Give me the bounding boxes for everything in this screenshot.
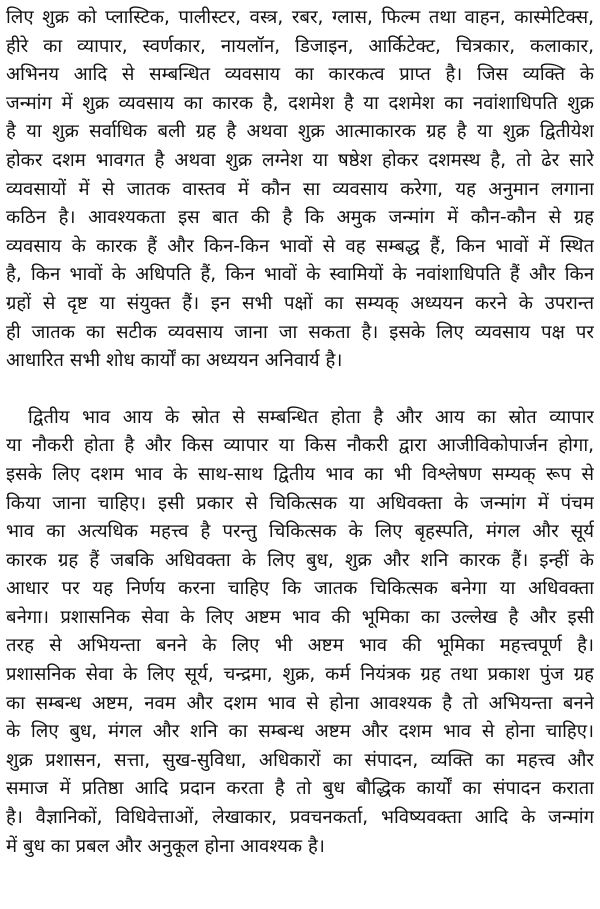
text-line: किया जाना चाहिए। इसी प्रकार से चिकित्सक या अधिवक्ता के जन्मांग में पंचम — [6, 492, 594, 514]
text-line: व्यवसायों में से जातक वास्तव में कौन सा व्यवसाय करेगा, यह अनुमान लगाना — [6, 178, 594, 200]
text-line: तरह से अभियन्ता बनने के लिए भी अष्टम भाव की भूमिका महत्त्वपूर्ण है। — [6, 635, 594, 657]
text-line: बनेगा। प्रशासनिक सेवा के लिए अष्टम भाव की भूमिका का उल्लेख है और इसी — [6, 606, 594, 628]
text-line: कारक ग्रह हैं जबकि अधिवक्ता के लिए बुध, शुक्र और शनि कारक हैं। इन्हीं के — [6, 549, 594, 571]
text-line: समाज में प्रतिष्ठा आदि प्रदान करता है तो बुध बौद्धिक कार्यों का संपादन कराता — [6, 778, 594, 800]
text-line: लिए शुक्र को प्लास्टिक, पालीस्टर, वस्त्र, रबर, ग्लास, फिल्म तथा वाहन, कास्मेटिक्स, — [6, 7, 594, 28]
text-line: के लिए बुध, मंगल और शनि का सम्बन्ध अष्टम और दशम भाव से होना चाहिए। — [6, 721, 594, 743]
paragraph-1 — [6, 4, 594, 376]
text-line: आधार पर यह निर्णय करना चाहिए कि जातक चिकित्सक बनेगा या अधिवक्ता — [6, 578, 594, 600]
text-line: आधारित सभी शोध कार्यों का अध्ययन अनिवार्य है। — [6, 350, 343, 372]
text-line: में बुध का प्रबल और अनुकूल होना आवश्यक है। — [6, 835, 325, 857]
text-line: इसके लिए दशम भाव के साथ-साथ द्वितीय भाव का भी विश्लेषण सम्यक् रूप से — [6, 463, 594, 485]
text-line: है, किन भावों के अधिपति हैं, किन भावों के स्वामियों के नवांशाधिपति हैं और किन — [6, 264, 594, 286]
text-line: द्वितीय भाव आय के स्रोत से सम्बन्धित होता है और आय का स्रोत व्यापार — [28, 406, 594, 428]
text-line: कठिन है। आवश्यकता इस बात की है कि अमुक जन्मांग में कौन-कौन से ग्रह — [6, 207, 594, 229]
paragraph-gap — [6, 376, 594, 404]
text-line: का सम्बन्ध अष्टम, नवम और दशम भाव से होना आवश्यक है तो अभियन्ता बनने — [6, 692, 594, 714]
paragraph-2 — [6, 404, 594, 862]
text-line: अभिनय आदि से सम्बन्धित व्यवसाय का कारकत्व प्राप्त है। जिस व्यक्ति के — [6, 64, 594, 86]
text-line: हीरे का व्यापार, स्वर्णकार, नायलॉन, डिजाइन, आर्किटेक्ट, चित्रकार, कलाकार, — [6, 35, 594, 57]
text-line: है या शुक्र सर्वाधिक बली ग्रह है अथवा शुक्र आत्माकारक ग्रह है या शुक्र द्वितीयेश — [6, 121, 594, 143]
text-line: शुक्र प्रशासन, सत्ता, सुख-सुविधा, अधिकारों का संपादन, व्यक्ति का महत्त्व और — [6, 749, 594, 771]
text-line: ग्रहों से दृष्ट या संयुक्त हैं। इन सभी पक्षों का सम्यक् अध्ययन करने के उपरान्त — [6, 292, 594, 314]
text-line: प्रशासनिक सेवा के लिए सूर्य, चन्द्रमा, शुक्र, कर्म नियंत्रक ग्रह तथा प्रकाश पुंज ग्रह — [6, 664, 594, 686]
text-line: जन्मांग में शुक्र व्यवसाय का कारक है, दशमेश है या दशमेश का नवांशाधिपति शुक्र — [6, 92, 594, 114]
text-line: व्यवसाय के कारक हैं और किन-किन भावों से वह सम्बद्ध हैं, किन भावों में स्थित — [6, 235, 594, 257]
text-line: है। वैज्ञानिकों, विधिवेत्ताओं, लेखाकार, प्रवचनकर्ता, भविष्यवक्ता आदि के जन्मांग — [6, 807, 594, 829]
text-line: या नौकरी होता है और किस व्यापार या किस नौकरी द्वारा आजीविकोपार्जन होगा, — [6, 435, 594, 457]
text-line: ही जातक का सटीक व्यवसाय जाना जा सकता है। इसके लिए व्यवसाय पक्ष पर — [6, 321, 594, 343]
text-line: होकर दशम भावगत है अथवा शुक्र लग्नेश या षष्ठेश होकर दशमस्थ है, तो ढेर सारे — [6, 149, 594, 171]
text-line: भाव का अत्यधिक महत्त्व है परन्तु चिकित्सक के लिए बृहस्पति, मंगल और सूर्य — [6, 521, 594, 543]
